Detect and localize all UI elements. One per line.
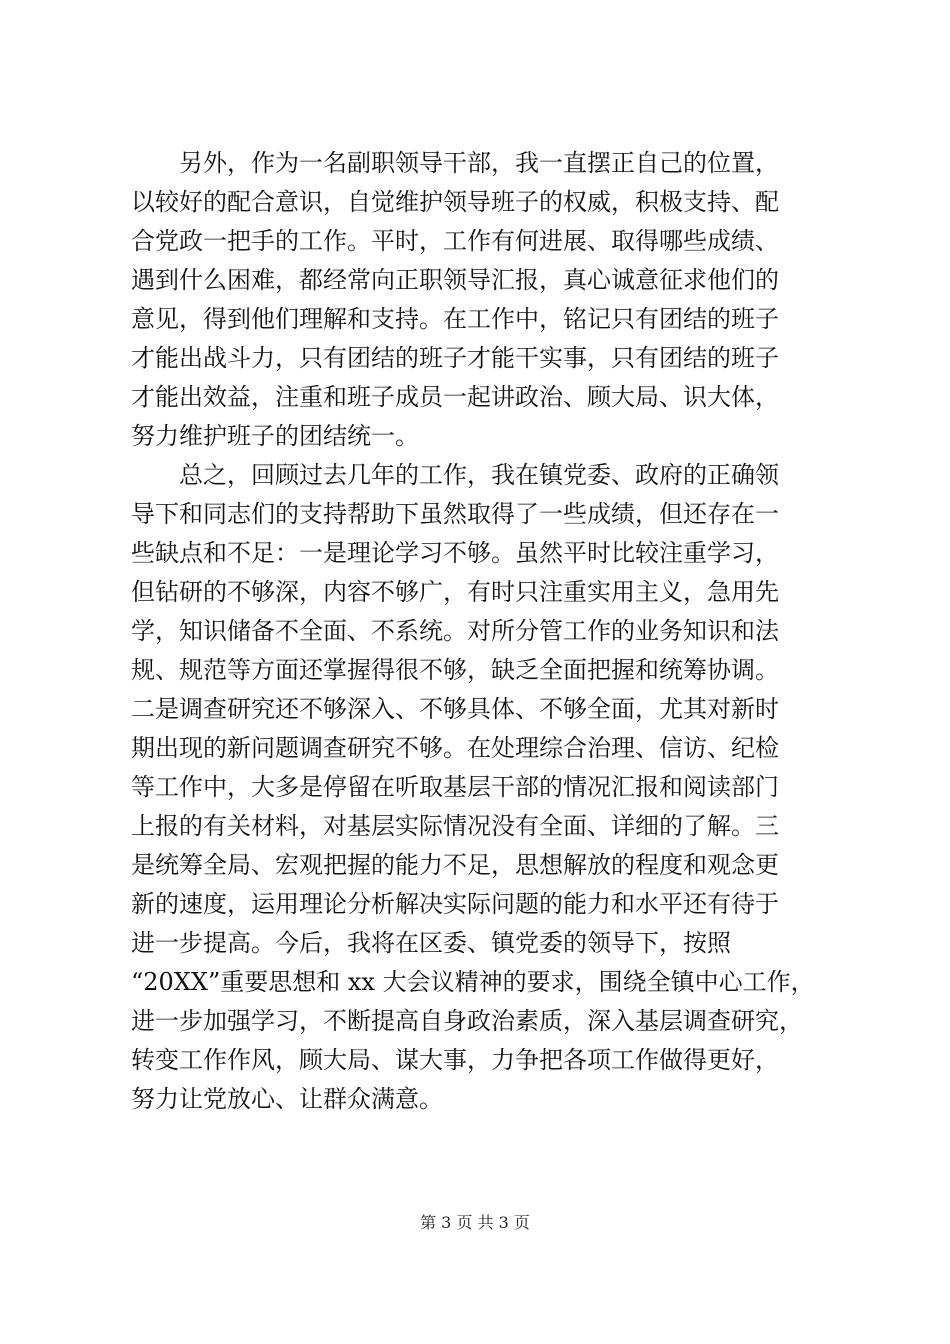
paragraph-line: 上报的有关材料，对基层实际情况没有全面、详细的了解。三 [131, 812, 779, 840]
paragraph-line: 遇到什么困难，都经常向正职领导汇报，真心诚意征求他们的 [131, 266, 779, 294]
paragraph [131, 456, 831, 1119]
paragraph-line: 以较好的配合意识，自觉维护领导班子的权威，积极支持、配 [131, 188, 779, 216]
page-number-footer: 第 3 页 共 3 页 [420, 1213, 530, 1232]
paragraph-line: 另外，作为一名副职领导干部，我一直摆正自己的位置， [179, 149, 779, 177]
paragraph-line: 总之，回顾过去几年的工作，我在镇党委、政府的正确领 [179, 461, 779, 489]
paragraph-line: 合党政一把手的工作。平时，工作有何进展、取得哪些成绩、 [131, 227, 779, 255]
paragraph-line: 意见，得到他们理解和支持。在工作中，铭记只有团结的班子 [131, 305, 779, 333]
paragraph-line: 但钻研的不够深，内容不够广，有时只注重实用主义，急用先 [131, 578, 779, 606]
paragraph-line: 是统筹全局、宏观把握的能力不足，思想解放的程度和观念更 [131, 851, 779, 879]
document-body [131, 144, 831, 1119]
paragraph-line: 进一步提高。今后，我将在区委、镇党委的领导下，按照 [131, 929, 731, 957]
paragraph-line: “20XX”重要思想和 xx 大会议精神的要求，围绕全镇中心工作， [131, 968, 815, 996]
paragraph-line: 新的速度，运用理论分析解决实际问题的能力和水平还有待于 [131, 890, 779, 918]
paragraph-line: 等工作中，大多是停留在听取基层干部的情况汇报和阅读部门 [131, 773, 779, 801]
paragraph-line: 才能出效益，注重和班子成员一起讲政治、顾大局、识大体， [131, 383, 779, 411]
paragraph-line: 转变工作作风，顾大局、谋大事，力争把各项工作做得更好， [131, 1046, 779, 1074]
paragraph-line: 学，知识储备不全面、不系统。对所分管工作的业务知识和法 [131, 617, 779, 645]
paragraph-line: 进一步加强学习，不断提高自身政治素质，深入基层调查研究， [131, 1007, 803, 1035]
paragraph-line: 努力维护班子的团结统一。 [131, 422, 419, 450]
paragraph-line: 规、规范等方面还掌握得很不够，缺乏全面把握和统筹协调。 [131, 656, 779, 684]
paragraph-line: 期出现的新问题调查研究不够。在处理综合治理、信访、纪检 [131, 734, 779, 762]
paragraph-line: 二是调查研究还不够深入、不够具体、不够全面，尤其对新时 [131, 695, 779, 723]
paragraph-line: 导下和同志们的支持帮助下虽然取得了一些成绩，但还存在一 [131, 500, 779, 528]
paragraph [131, 144, 831, 456]
paragraph-line: 努力让党放心、让群众满意。 [131, 1085, 443, 1113]
paragraph-line: 才能出战斗力，只有团结的班子才能干实事，只有团结的班子 [131, 344, 779, 372]
paragraph-line: 些缺点和不足：一是理论学习不够。虽然平时比较注重学习， [131, 539, 779, 567]
